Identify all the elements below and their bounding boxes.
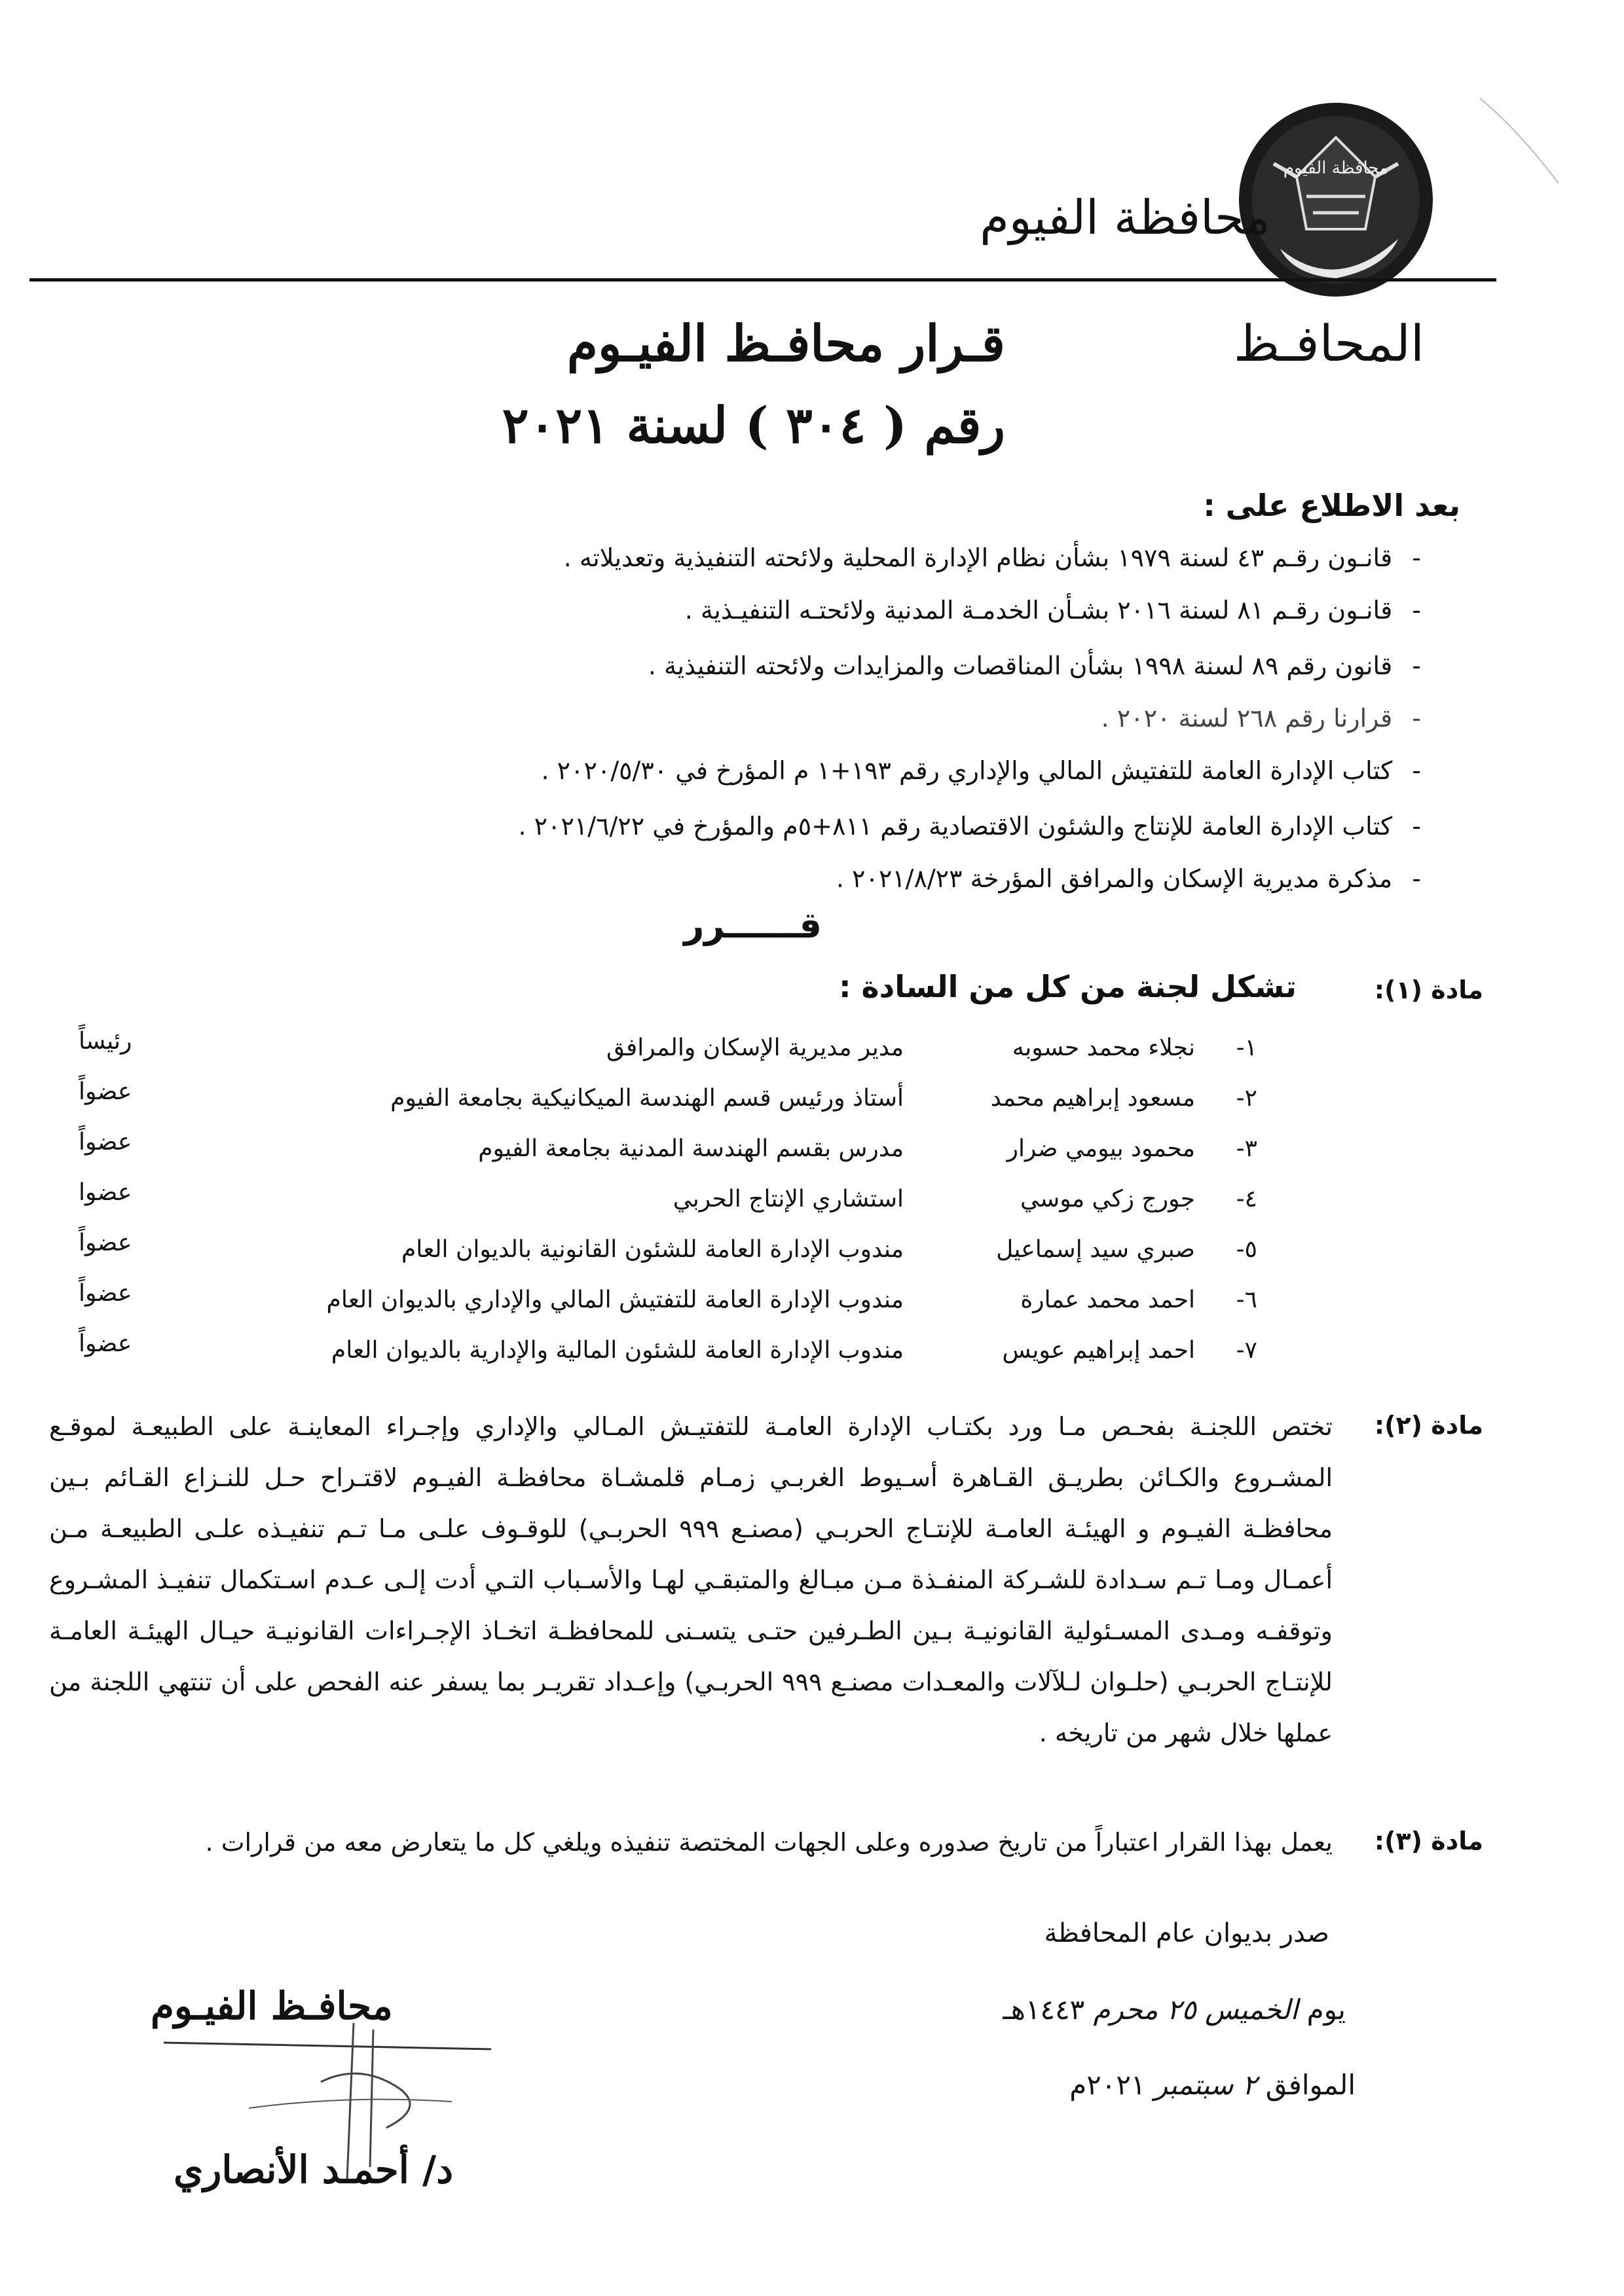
article-2-label: مادة (٢): [1374, 1411, 1483, 1440]
gregorian-date-line: الموافق ٢ سبتمبر ٢٠٢١م [1069, 2069, 1356, 2101]
issued-line: صدر بديوان عام المحافظة [1044, 1918, 1329, 1948]
committee-member-row: ٧- احمد إبراهيم عويس مندوب الإدارة العامة للشئون المالية والإدارية بالديوان العام عضواً [79, 1330, 1257, 1364]
governorate-name: محافظة الفيوم [980, 190, 1270, 245]
reference-item: -قانـون رقـم ٤٣ لسنة ١٩٧٩ بشأن نظام الإدارة المحلية ولائحته التنفيذية وتعديلاته . [563, 543, 1421, 572]
committee-member-row: ٢- مسعود إبراهيم محمد أستاذ ورئيس قسم الهندسة الميكانيكية بجامعة الفيوم عضواً [79, 1078, 1257, 1112]
header-divider [29, 278, 1496, 282]
article-3-label: مادة (٣): [1374, 1827, 1483, 1855]
committee-member-row: ٥- صبري سيد إسماعيل مندوب الإدارة العامة للشئون القانونية بالديوان العام عضواً [79, 1230, 1257, 1263]
committee-member-row: ٦- احمد محمد عمارة مندوب الإدارة العامة للتفتيش المالي والإداري بالديوان العام عضواً [79, 1280, 1257, 1313]
article-2-text: تختص اللجنـة بفحـص مـا ورد بكتـاب الإدارة العامـة للتفتيـش المـالي والإداري وإجـراء المعاينـة على الطبيعـة لموقـع المشـروع والكـائن بطريـق القـاهرة أسـيوط الغربـي زمـام قلمشـاة محافظـة الفيـوم لاقتـراح حـل للنـزاع القـائم بـين محافظـة الفيـوم و الهيئـة العامـة للإنتـاج الحربـي (مصنـع ٩٩٩ الحربـي) للوقـوف علـى مـا تـم تنفيـذه علـى الطبيعـة مـن أعمـال ومـا تـم سـدادة للشـركة المنفـذة مـن مبـالغ والمتبقـي لهـا والأسـباب التـي أدت إلـى عـدم اسـتكمال تنفيـذ المشـروع وتوقفـه ومـدى المسـئولية القانونيـة بـين الطـرفين حتـى يتسـنى للمحافظـة اتخـاذ الإجـراءات القانونيـة حيـال الهيئـة العامـة للإنتـاج الحربـي (حلـوان لـلآلات والمعـدات مصنـع ٩٩٩ الحربـي) وإعـداد تقريـر بما يسفر عنه الفحص على أن تنتهي اللجنة من عملها خلال شهر من تاريخه . [49, 1412, 1333, 1747]
article-1-label: مادة (١): [1374, 975, 1483, 1004]
article-3-text: يعمل بهذا القرار اعتباراً من تاريخ صدوره وعلى الجهات المختصة تنفيذه ويلغي كل ما يتعارض معه من قرارات . [205, 1828, 1333, 1857]
reference-item: -قرارنا رقم ٢٦٨ لسنة ٢٠٢٠ . [1101, 704, 1421, 733]
seal-text: محافظة الفيوم [1283, 158, 1389, 178]
reference-item: -مذكرة مديرية الإسكان والمرافق المؤرخة ٢٠٢١/٨/٢٣ . [836, 864, 1421, 893]
decided-heading: قــــــرر [684, 905, 822, 946]
article-1-intro: تشكل لجنة من كل من السادة : [839, 969, 1297, 1004]
reference-item: -قانـون رقـم ٨١ لسنة ٢٠١٦ بشـأن الخدمـة المدنية ولائحتـه التنفيـذية . [684, 596, 1421, 625]
governor-title: المحافـظ [1233, 314, 1424, 373]
decision-number: رقم ( ٣٠٤ ) لسنة ٢٠٢١ [502, 396, 1005, 454]
reference-item: -قانون رقم ٨٩ لسنة ١٩٩٨ بشأن المناقصات والمزايدات ولائحته التنفيذية . [648, 651, 1421, 680]
decision-title: قـرار محافـظ الفيـوم [566, 314, 1005, 373]
hijri-date-line: يوم الخميس ٢٥ محرم ١٤٤٣هـ [1003, 1994, 1346, 2026]
reference-item: -كتاب الإدارة العامة للإنتاج والشئون الاقتصادية رقم ٨١١+٥م والمؤرخ في ٢٠٢١/٦/٢٢ . [518, 812, 1421, 841]
preamble-heading: بعد الاطلاع على : [1203, 488, 1460, 523]
handwritten-gregorian-date: ٢ سبتمبر [1154, 2069, 1257, 2101]
committee-member-row: ٣- محمود بيومي ضرار مدرس بقسم الهندسة المدنية بجامعة الفيوم عضواً [79, 1129, 1257, 1162]
signatory-name: د/ أحمـد الأنصاري [174, 2147, 454, 2192]
signatory-title: محافـظ الفيـوم [151, 1984, 393, 2028]
scan-artifact-icon [1473, 92, 1565, 196]
committee-member-row: ١- نجلاء محمد حسوبه مدير مديرية الإسكان والمرافق رئيساً [79, 1028, 1257, 1061]
committee-member-row: ٤- جورج زكي موسي استشاري الإنتاج الحربي عضوا [79, 1179, 1257, 1212]
reference-item: -كتاب الإدارة العامة للتفتيش المالي والإداري رقم ١٩٣+١ م المؤرخ في ٢٠٢٠/٥/٣٠ . [541, 756, 1421, 785]
handwritten-hijri-date: الخميس ٢٥ محرم [1093, 1994, 1299, 2026]
